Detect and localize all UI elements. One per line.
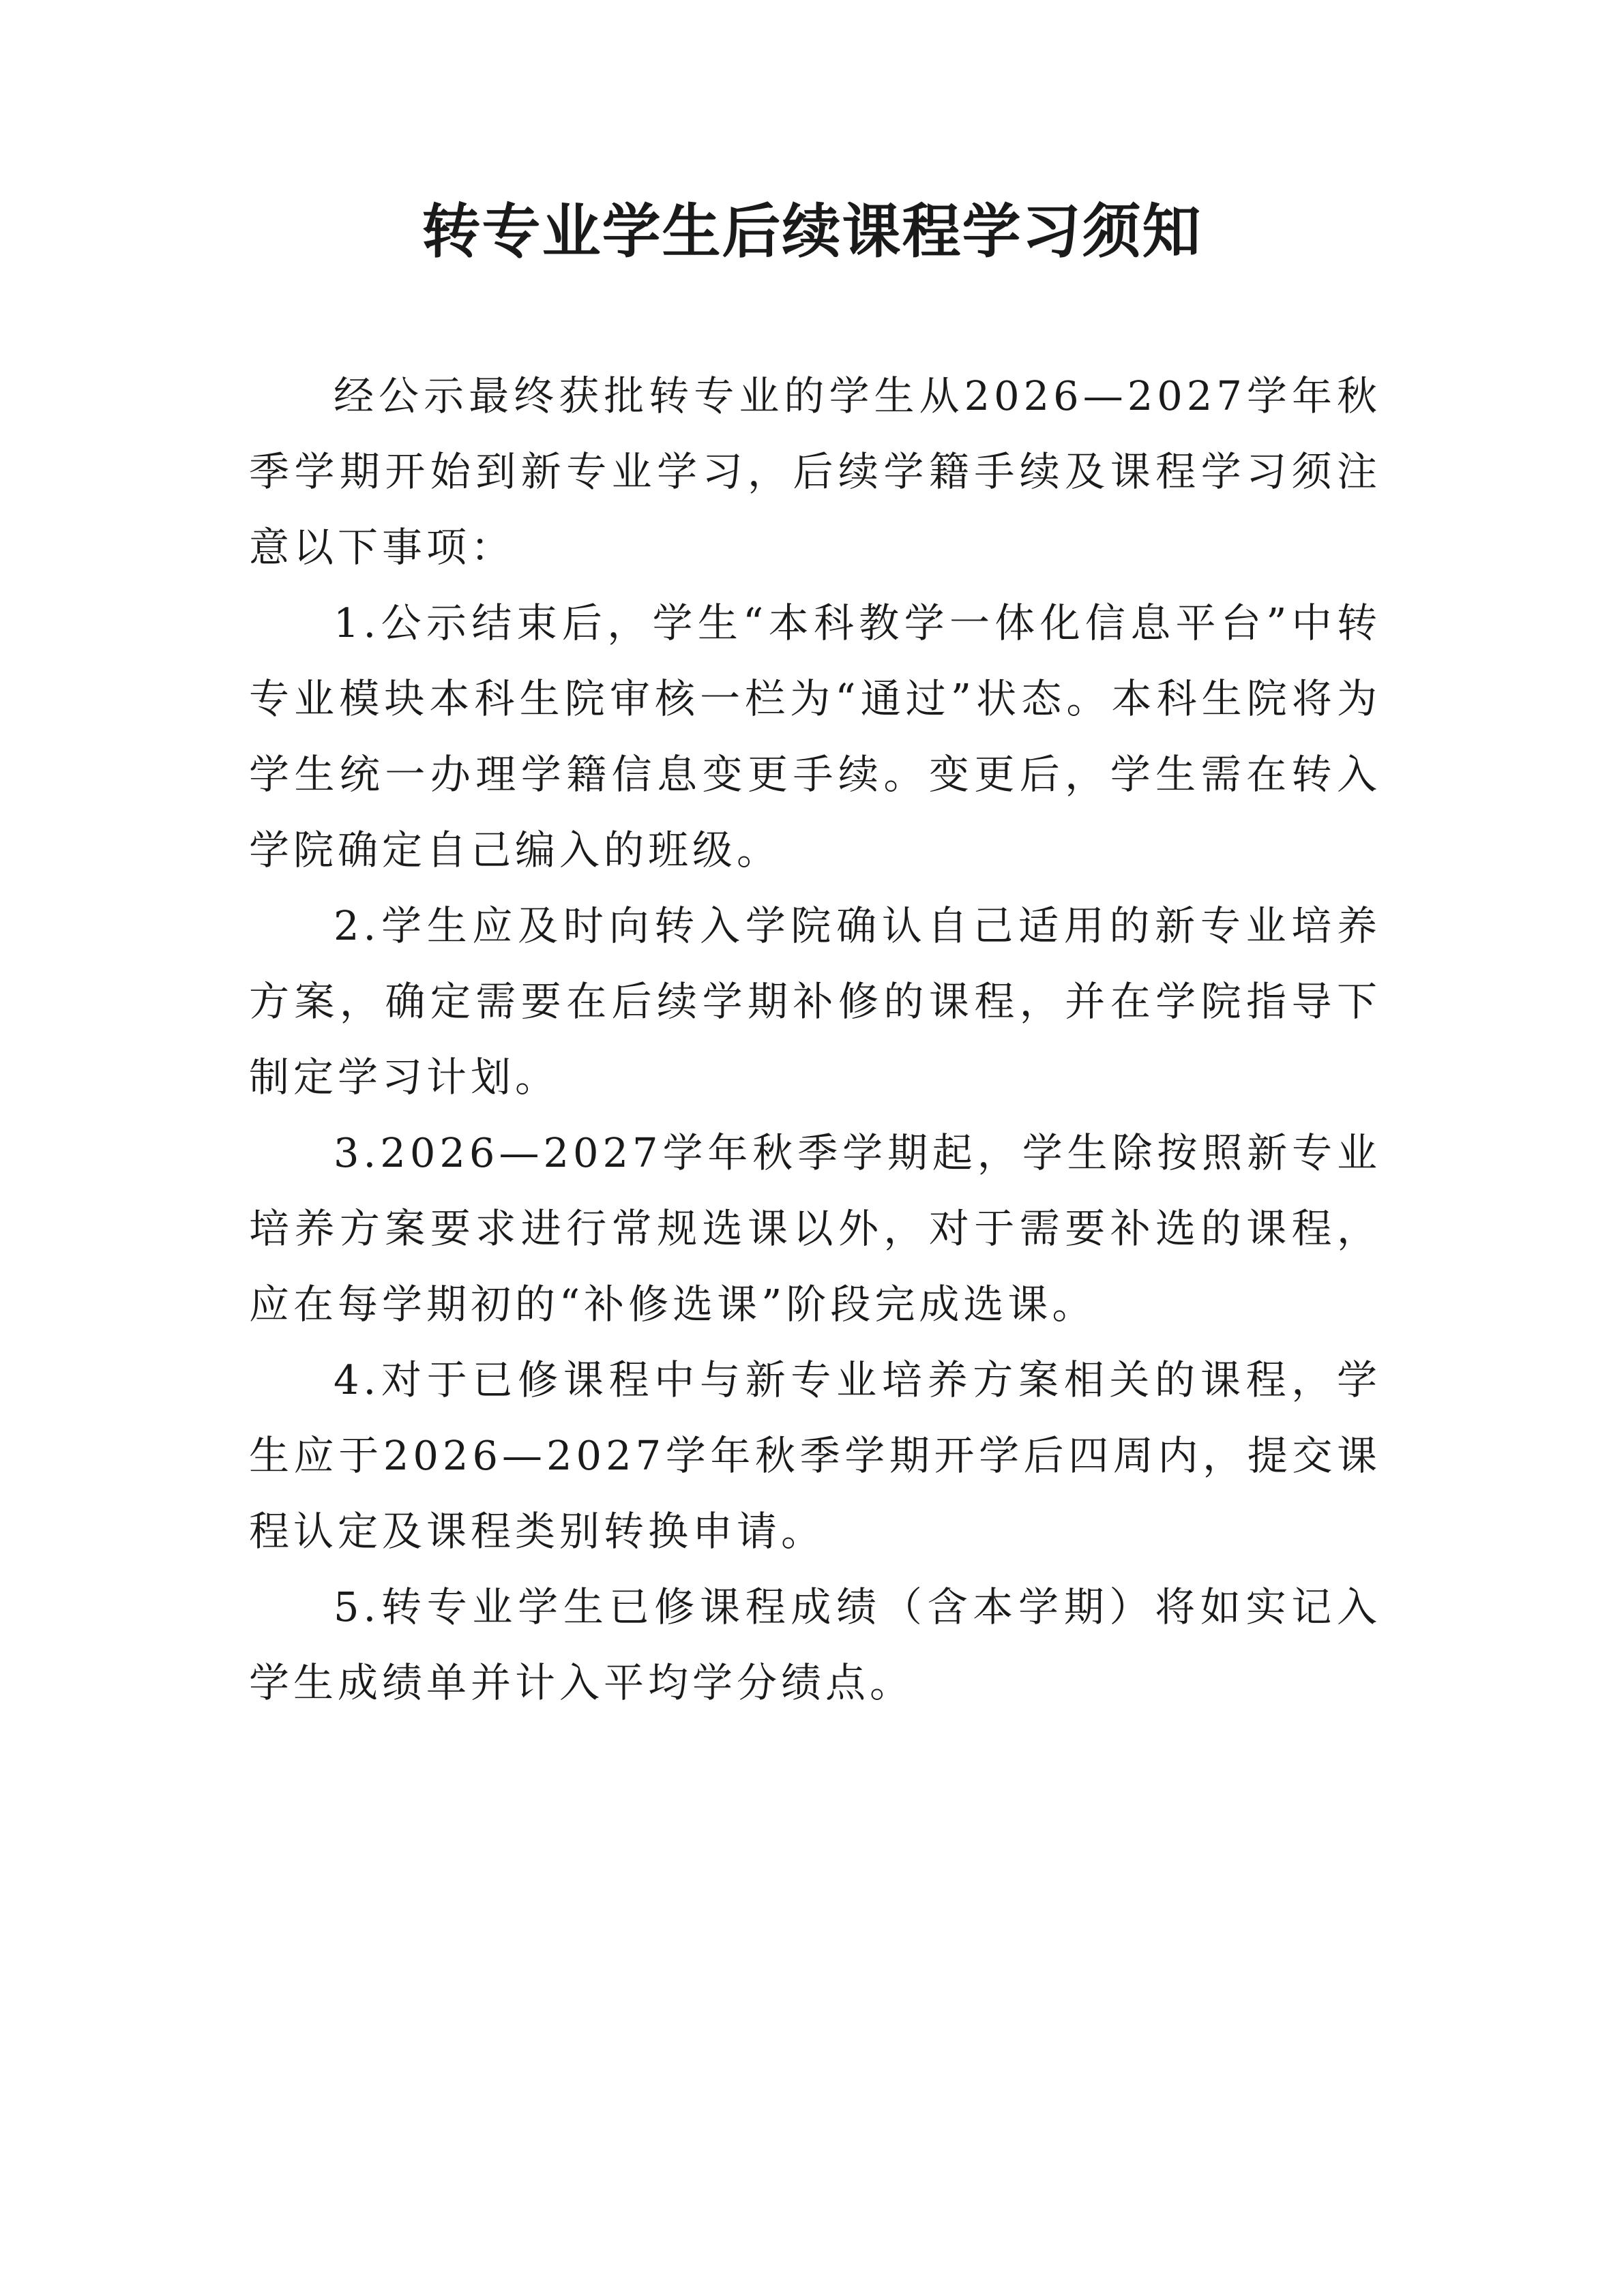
item-paragraph-1: 1.公示结束后，学生“本科教学一体化信息平台”中转专业模块本科生院审核一栏为“通过”状态。本科生院将为学生统一办理学籍信息变更手续。变更后，学生需在转入学院确定自己编入的班级。 (249, 599, 1381, 874)
item-paragraph-2: 2.学生应及时向转入学院确认自己适用的新专业培养方案，确定需要在后续学期补修的课程，并在学院指导下制定学习计划。 (249, 902, 1381, 1101)
item-paragraph-5: 5.转专业学生已修课程成绩（含本学期）将如实记入学生成绩单并计入平均学分绩点。 (249, 1583, 1381, 1706)
item-paragraph-4: 4.对于已修课程中与新专业培养方案相关的课程，学生应于2026—2027学年秋季学期开学后四周内，提交课程认定及课程类别转换申请。 (249, 1356, 1381, 1555)
document-body (249, 358, 1381, 1720)
item-paragraph-3: 3.2026—2027学年秋季学期起，学生除按照新专业培养方案要求进行常规选课以外，对于需要补选的课程，应在每学期初的“补修选课”阶段完成选课。 (249, 1129, 1381, 1328)
document-title: 转专业学生后续课程学习须知 (422, 198, 1202, 266)
intro-paragraph: 经公示最终获批转专业的学生从2026—2027学年秋季学期开始到新专业学习，后续学籍手续及课程学习须注意以下事项： (249, 372, 1381, 571)
